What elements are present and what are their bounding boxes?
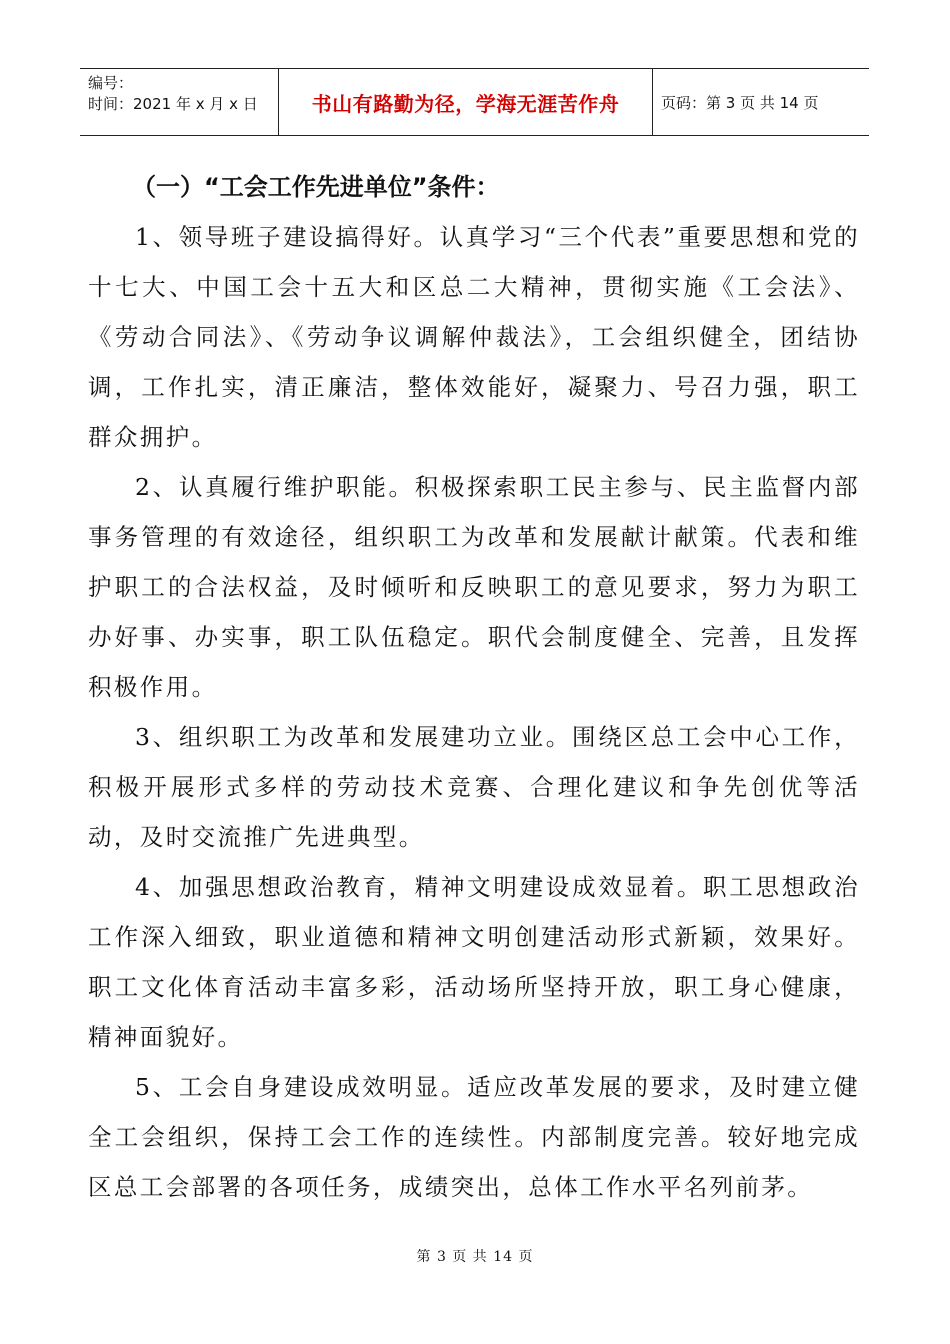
document-time-label: 时间：2021 年 x 月 x 日 bbox=[88, 95, 258, 113]
page-footer: 第 3 页 共 14 页 bbox=[416, 1249, 534, 1265]
paragraph-1: 1、领导班子建设搞得好。认真学习“三个代表”重要思想和党的十七大、中国工会十五大和区总二大精神，贯彻实施《工会法》、《劳动合同法》、《劳动争议调解仲裁法》，工会组织健全，团结协调，工作扎实，清正廉洁，整体效能好，凝聚力、号召力强，职工群众拥护。 bbox=[88, 223, 860, 451]
header-slogan: 书山有路勤为径，学海无涯苦作舟 bbox=[311, 91, 620, 116]
header-page-info: 页码：第 3 页 共 14 页 bbox=[661, 93, 819, 112]
header-meta-cell bbox=[80, 69, 279, 135]
paragraph-5: 5、工会自身建设成效明显。适应改革发展的要求，及时建立健全工会组织，保持工会工作的连续性。内部制度完善。较好地完成区总工会部署的各项任务，成绩突出，总体工作水平名列前茅。 bbox=[88, 1073, 860, 1201]
header-page-cell bbox=[653, 69, 869, 135]
document-header bbox=[80, 68, 869, 136]
header-slogan-cell bbox=[279, 69, 653, 135]
paragraph-3: 3、组织职工为改革和发展建功立业。围绕区总工会中心工作，积极开展形式多样的劳动技术竞赛、合理化建议和争先创优等活动，及时交流推广先进典型。 bbox=[88, 723, 860, 851]
paragraph-2: 2、认真履行维护职能。积极探索职工民主参与、民主监督内部事务管理的有效途径，组织职工为改革和发展献计献策。代表和维护职工的合法权益，及时倾听和反映职工的意见要求，努力为职工办好事、办实事，职工队伍稳定。职代会制度健全、完善，且发挥积极作用。 bbox=[88, 473, 860, 701]
document-number-label: 编号： bbox=[88, 74, 134, 92]
paragraph-4: 4、加强思想政治教育，精神文明建设成效显着。职工思想政治工作深入细致，职业道德和精神文明创建活动形式新颖，效果好。职工文化体育活动丰富多彩，活动场所坚持开放，职工身心健康，精神面貌好。 bbox=[88, 873, 860, 1051]
document-body bbox=[88, 162, 860, 1212]
section-title: （一）“工会工作先进单位”条件： bbox=[132, 173, 500, 201]
